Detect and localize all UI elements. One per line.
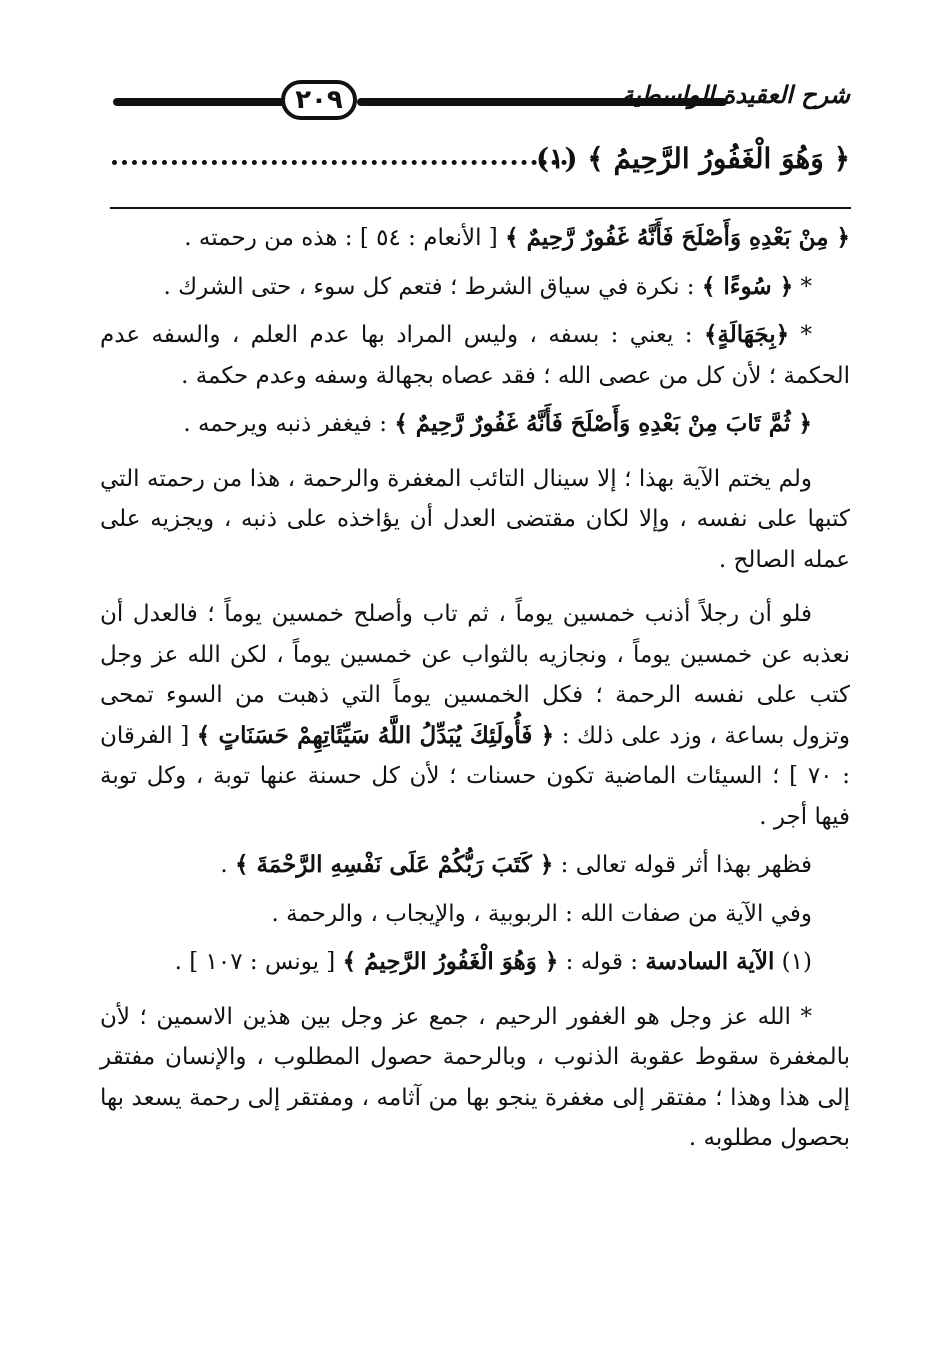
body-paragraph [100, 267, 850, 308]
paragraph-text: [ الفرقان : ٧٠ ] ؛ السيئات الماضية تكون حسنات ؛ لأن كل حسنة عنها توبة ، وكل توبة فيها أجر . [100, 722, 850, 830]
body-paragraph [100, 894, 850, 935]
paragraph-text: : قوله : [558, 949, 646, 975]
paragraph-text: وفي الآية من صفات الله : الربوبية ، والإيجاب ، والرحمة . [271, 900, 812, 927]
body-paragraph [100, 459, 850, 581]
footnote-paragraph [100, 942, 850, 983]
quran-quote: ﴿ فَأُولَئِكَ يُبَدِّلُ اللَّهُ سَيِّئَاتِهِمْ حَسَنَاتٍ ﴾ [196, 721, 555, 749]
book-title: شرح العقيدة الواسطية [621, 80, 850, 109]
quran-quote: ﴿بِجَهَالَةٍ﴾ [703, 321, 790, 348]
paragraph-text: فلو أن رجلاً أذنب خمسين يوماً ، ثم تاب وأصلح خمسين يوماً ؛ فالعدل أن نعذبه عن خمسين يوماً ، ونجازيه بالثواب عن خمسين يوماً ، لكن الله عز وجل كتب على نفسه الرحمة ؛ فكل الخمسين يوماً التي ذهبت من السوء تمحى وتزول بساعة ، وزد على ذلك : [100, 601, 850, 749]
body-paragraph [100, 997, 850, 1159]
body-paragraph [100, 315, 850, 396]
body-paragraph [100, 845, 850, 886]
body-paragraph [100, 218, 850, 259]
page-number-badge [281, 80, 357, 120]
paragraph-text: فظهر بهذا أثر قوله تعالى : [553, 852, 812, 878]
paragraph-text: : يعني : بسفه ، وليس المراد بها عدم العلم ، والسفه عدم الحكمة ؛ لأن كل من عصى الله ؛ فقد عصاه بجهالة وسفه وعدم حكمة . [100, 322, 850, 389]
body-paragraph [100, 594, 850, 837]
quran-quote: ﴿ كَتَبَ رَبُّكُمْ عَلَى نَفْسِهِ الرَّحْمَةَ ﴾ [235, 851, 554, 878]
paragraph-text: * [793, 273, 812, 300]
quran-quote: الآية السادسة [645, 948, 775, 975]
paragraph-text: * [789, 322, 813, 348]
paragraph-text: . [220, 852, 236, 878]
paragraph-text: ولم يختم الآية بهذا ؛ إلا سينال التائب المغفرة والرحمة ، هذا من رحمته التي كتبها على نفسه ، وإلا لكان مقتضى العدل أن يؤاخذه على ذنبه ، ويجزيه على عمله الصالح . [100, 465, 850, 573]
header-rule-left [113, 98, 285, 106]
quran-quote: ﴿ سُوءًا ﴾ [701, 272, 794, 300]
running-header [105, 72, 850, 128]
quran-quote: ﴿ وَهُوَ الْغَفُورُ الرَّحِيمُ ﴾ [342, 948, 559, 975]
heading-divider [110, 207, 851, 209]
paragraph-text: (١) [774, 949, 812, 975]
quran-quote: ﴿ مِنْ بَعْدِهِ وَأَصْلَحَ فَأَنَّهُ غَفُورٌ رَّحِيمٌ ﴾ [505, 224, 850, 251]
section-verse-heading: ﴿ وَهُوَ الْغَفُورُ الرَّحِيمُ ﴾ (١) [536, 142, 850, 175]
paragraph-text: : فيغفر ذنبه ويرحمه . [183, 411, 395, 437]
paragraph-text: [ يونس : ١٠٧ ] . [174, 949, 343, 975]
paragraph-text: [ الأنعام : ٥٤ ] : هذه من رحمته . [184, 225, 506, 251]
paragraph-text: * الله عز وجل هو الغفور الرحيم ، جمع عز وجل بين هذين الاسمين ؛ لأن بالمغفرة سقوط عقوبة الذنوب ، وبالرحمة حصول المطلوب ، والإنسان مفتقر إلى هذا وهذا ؛ مفتقر إلى مغفرة ينجو بها من آثامه ، ومفتقر إلى رحمة يسعد بها بحصول مطلوبه . [100, 1003, 850, 1151]
body-text [100, 218, 850, 1167]
page-number: ٢٠٩ [295, 85, 343, 115]
paragraph-text: : نكرة في سياق الشرط ؛ فتعم كل سوء ، حتى الشرك . [163, 273, 702, 300]
dotted-leader [112, 160, 567, 165]
quran-quote: ﴿ ثُمَّ تَابَ مِنْ بَعْدِهِ وَأَصْلَحَ فَأَنَّهُ غَفُورٌ رَّحِيمٌ ﴾ [394, 410, 812, 437]
body-paragraph [100, 404, 850, 445]
